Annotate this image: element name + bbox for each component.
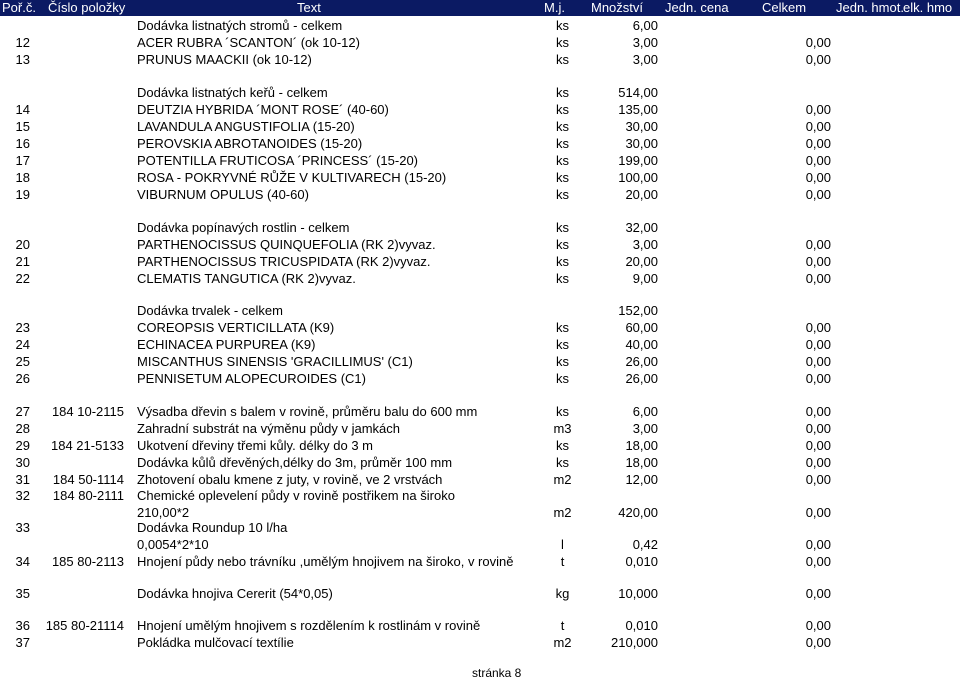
- cell-text: POTENTILLA FRUTICOSA ´PRINCESS´ (15-20): [137, 153, 419, 168]
- table-row: [0, 219, 960, 236]
- cell-text: Dodávka kůlů dřevěných,délky do 3m, průměr 100 mm: [137, 455, 453, 470]
- cell-text: Dodávka Roundup 10 l/ha: [137, 520, 288, 535]
- cell-por: 21: [15, 254, 30, 269]
- cell-celkem: 0,00: [805, 337, 831, 352]
- cell-text: Dodávka hnojiva Cererit (54*0,05): [137, 586, 333, 601]
- cell-mj: ks: [556, 271, 569, 286]
- col-header-celkem: Celkem: [762, 0, 807, 15]
- cell-por: 19: [15, 187, 30, 202]
- cell-por: 28: [15, 421, 30, 436]
- table-row: [0, 553, 960, 570]
- cell-mj: kg: [555, 586, 570, 601]
- cell-celkem: 0,00: [805, 153, 831, 168]
- cell-cislo: 184 10-2115: [51, 404, 124, 419]
- cell-mj: l: [561, 537, 564, 552]
- cell-text: Hnojení půdy nebo trávníku ,umělým hnojivem na široko, v rovině: [137, 554, 514, 569]
- table-row: [0, 302, 960, 319]
- cell-por: 13: [15, 52, 30, 67]
- cell-mj: m3: [553, 421, 572, 436]
- cell-celkem: 0,00: [805, 237, 831, 252]
- cell-por: 17: [15, 153, 30, 168]
- cell-mnoz: 12,00: [625, 472, 658, 487]
- cell-mj: t: [560, 554, 565, 569]
- cell-text: MISCANTHUS SINENSIS 'GRACILLIMUS' (C1): [137, 354, 413, 369]
- table-row: [0, 169, 960, 186]
- cell-celkem: 0,00: [805, 586, 831, 601]
- cell-text: COREOPSIS VERTICILLATA (K9): [137, 320, 335, 335]
- cell-mj: ks: [556, 18, 569, 33]
- table-row: [0, 51, 960, 68]
- cell-mnoz: 210,000: [611, 635, 658, 650]
- cell-text: Dodávka popínavých rostlin - celkem: [137, 220, 350, 235]
- cell-por: 15: [15, 119, 30, 134]
- table-row: [0, 319, 960, 336]
- cell-mnoz: 60,00: [625, 320, 658, 335]
- cell-mnoz: 199,00: [618, 153, 658, 168]
- cell-por: 35: [15, 586, 30, 601]
- cell-text: 0,0054*2*10: [137, 537, 209, 552]
- cell-mnoz: 26,00: [625, 354, 658, 369]
- cell-mj: ks: [556, 170, 569, 185]
- cell-mj: ks: [556, 220, 569, 235]
- cell-mj: ks: [556, 404, 569, 419]
- table-row: [0, 236, 960, 253]
- cell-celkem: 0,00: [805, 537, 831, 552]
- cell-celkem: 0,00: [805, 170, 831, 185]
- cell-celkem: 0,00: [805, 102, 831, 117]
- cell-por: 30: [15, 455, 30, 470]
- table-row: [0, 34, 960, 51]
- cell-text: Dodávka trvalek - celkem: [137, 303, 283, 318]
- col-header-text: Text: [297, 0, 321, 15]
- cell-celkem: 0,00: [805, 438, 831, 453]
- table-row: [0, 152, 960, 169]
- cell-celkem: 0,00: [805, 271, 831, 286]
- cell-text: Dodávka listnatých stromů - celkem: [137, 18, 343, 33]
- cell-mnoz: 20,00: [625, 254, 658, 269]
- cell-mj: ks: [556, 354, 569, 369]
- cell-celkem: 0,00: [805, 354, 831, 369]
- cell-text: Výsadba dřevin s balem v rovině, průměru balu do 600 mm: [137, 404, 478, 419]
- cell-celkem: 0,00: [805, 455, 831, 470]
- table-row: [0, 253, 960, 270]
- col-header-celk-hmot: elk. hmo: [903, 0, 953, 15]
- cell-celkem: 0,00: [805, 472, 831, 487]
- cell-por: 26: [15, 371, 30, 386]
- cell-celkem: 0,00: [805, 505, 831, 520]
- cell-text: PARTHENOCISSUS QUINQUEFOLIA (RK 2)vyvaz.: [137, 237, 436, 252]
- table-row: [0, 336, 960, 353]
- cell-mnoz: 0,42: [632, 537, 658, 552]
- table-row: [0, 84, 960, 101]
- cell-mnoz: 6,00: [632, 18, 658, 33]
- cell-text: Dodávka listnatých keřů - celkem: [137, 85, 328, 100]
- cell-celkem: 0,00: [805, 119, 831, 134]
- table-row: [0, 519, 960, 536]
- cell-text: Hnojení umělým hnojivem s rozdělením k rostlinám v rovině: [137, 618, 481, 633]
- cell-celkem: 0,00: [805, 136, 831, 151]
- table-row: [0, 471, 960, 488]
- cell-celkem: 0,00: [805, 320, 831, 335]
- cell-mnoz: 32,00: [625, 220, 658, 235]
- cell-por: 29: [15, 438, 30, 453]
- cell-text: PRUNUS MAACKII (ok 10-12): [137, 52, 312, 67]
- cell-por: 12: [15, 35, 30, 50]
- table-row: [0, 487, 960, 504]
- table-row: [0, 454, 960, 471]
- cell-por: 25: [15, 354, 30, 369]
- table-row: [0, 17, 960, 34]
- cell-text: Ukotvení dřeviny třemi kůly. délky do 3 m: [137, 438, 374, 453]
- table-row: [0, 118, 960, 135]
- cell-por: 20: [15, 237, 30, 252]
- cell-por: 27: [15, 404, 30, 419]
- cell-mnoz: 3,00: [632, 35, 658, 50]
- cell-mnoz: 30,00: [625, 119, 658, 134]
- cell-text: ROSA - POKRYVNÉ RŮŽE V KULTIVARECH (15-20): [137, 170, 447, 185]
- cell-mnoz: 3,00: [632, 237, 658, 252]
- cell-mnoz: 3,00: [632, 52, 658, 67]
- cell-text: Zahradní substrát na výměnu půdy v jamkách: [137, 421, 401, 436]
- cell-por: 14: [15, 102, 30, 117]
- cell-mj: ks: [556, 337, 569, 352]
- cell-por: 23: [15, 320, 30, 335]
- table-row: [0, 101, 960, 118]
- table-row: [0, 617, 960, 634]
- cell-text: Pokládka mulčovací textílie: [137, 635, 294, 650]
- cell-mj: ks: [556, 35, 569, 50]
- cell-por: 18: [15, 170, 30, 185]
- cell-mnoz: 0,010: [625, 554, 658, 569]
- page-number: stránka 8: [472, 666, 522, 680]
- cell-mnoz: 20,00: [625, 187, 658, 202]
- cell-mnoz: 100,00: [618, 170, 658, 185]
- cell-celkem: 0,00: [805, 404, 831, 419]
- cell-mnoz: 135,00: [618, 102, 658, 117]
- cell-cislo: 184 50-1114: [52, 472, 124, 487]
- table-row: [0, 634, 960, 651]
- table-row: [0, 135, 960, 152]
- cell-cislo: 184 80-2111: [52, 488, 124, 503]
- cell-mj: ks: [556, 102, 569, 117]
- cell-text: Chemické oplevelení půdy v rovině postřikem na široko: [137, 488, 455, 503]
- table-row: [0, 270, 960, 287]
- cell-mnoz: 3,00: [632, 421, 658, 436]
- col-header-jedn-hmot: Jedn. hmot.: [836, 0, 904, 15]
- cell-mnoz: 0,010: [625, 618, 658, 633]
- cell-celkem: 0,00: [805, 421, 831, 436]
- cell-text: Zhotovení obalu kmene z juty, v rovině, ve 2 vrstvách: [137, 472, 443, 487]
- cell-por: 37: [15, 635, 30, 650]
- cell-text: LAVANDULA ANGUSTIFOLIA (15-20): [137, 119, 355, 134]
- cell-mj: ks: [556, 136, 569, 151]
- cell-mj: ks: [556, 438, 569, 453]
- cell-mj: ks: [556, 320, 569, 335]
- cell-celkem: 0,00: [805, 554, 831, 569]
- cell-por: 34: [15, 554, 30, 569]
- table-row: [0, 585, 960, 602]
- cell-celkem: 0,00: [805, 52, 831, 67]
- cell-por: 22: [15, 271, 30, 286]
- cell-mnoz: 9,00: [632, 271, 658, 286]
- cell-mj: ks: [556, 119, 569, 134]
- cell-mj: m2: [553, 472, 572, 487]
- cell-mj: ks: [556, 237, 569, 252]
- table-row: [0, 536, 960, 553]
- table-row: [0, 186, 960, 203]
- cell-text: 210,00*2: [137, 505, 190, 520]
- cell-por: 24: [15, 337, 30, 352]
- col-header-cislo: Číslo položky: [48, 0, 126, 15]
- table-row: [0, 403, 960, 420]
- cell-mj: ks: [556, 187, 569, 202]
- cell-celkem: 0,00: [805, 635, 831, 650]
- cell-mj: m2: [553, 505, 572, 520]
- col-header-mnozstvi: Množství: [591, 0, 644, 15]
- table-row: [0, 370, 960, 387]
- cell-text: PENNISETUM ALOPECUROIDES (C1): [137, 371, 366, 386]
- cell-mnoz: 30,00: [625, 136, 658, 151]
- cell-text: CLEMATIS TANGUTICA (RK 2)vyvaz.: [137, 271, 356, 286]
- table-row: [0, 437, 960, 454]
- col-header-jedn-cena: Jedn. cena: [665, 0, 729, 15]
- cell-mj: t: [560, 618, 565, 633]
- table-row: [0, 420, 960, 437]
- cell-cislo: 185 80-2113: [51, 554, 124, 569]
- cell-celkem: 0,00: [805, 35, 831, 50]
- cell-mj: m2: [553, 635, 572, 650]
- cell-celkem: 0,00: [805, 371, 831, 386]
- cell-cislo: 184 21-5133: [50, 438, 124, 453]
- cell-mnoz: 10,000: [618, 586, 658, 601]
- cell-celkem: 0,00: [805, 187, 831, 202]
- cell-text: ECHINACEA PURPUREA (K9): [137, 337, 316, 352]
- cell-por: 32: [15, 488, 30, 503]
- cell-mj: ks: [556, 455, 569, 470]
- cell-text: PARTHENOCISSUS TRICUSPIDATA (RK 2)vyvaz.: [137, 254, 431, 269]
- cell-celkem: 0,00: [805, 618, 831, 633]
- cell-text: DEUTZIA HYBRIDA ´MONT ROSE´ (40-60): [137, 102, 389, 117]
- cell-por: 36: [15, 618, 30, 633]
- cell-mj: ks: [556, 153, 569, 168]
- cell-cislo: 185 80-21114: [45, 618, 124, 633]
- cell-mj: ks: [556, 371, 569, 386]
- col-header-mj: M.j.: [544, 0, 565, 15]
- cell-mnoz: 514,00: [618, 85, 658, 100]
- cell-mnoz: 6,00: [632, 404, 658, 419]
- cell-text: VIBURNUM OPULUS (40-60): [137, 187, 309, 202]
- cell-mj: ks: [556, 254, 569, 269]
- cell-por: 16: [15, 136, 30, 151]
- cell-por: 33: [15, 520, 30, 535]
- cell-text: ACER RUBRA ´SCANTON´ (ok 10-12): [137, 35, 360, 50]
- cell-mj: ks: [556, 85, 569, 100]
- cell-por: 31: [15, 472, 30, 487]
- cell-mnoz: 420,00: [618, 505, 658, 520]
- cell-text: PEROVSKIA ABROTANOIDES (15-20): [137, 136, 363, 151]
- col-header-por: Poř.č.: [2, 0, 36, 15]
- cell-mnoz: 18,00: [625, 438, 658, 453]
- table-row: [0, 353, 960, 370]
- cell-mnoz: 26,00: [625, 371, 658, 386]
- cell-celkem: 0,00: [805, 254, 831, 269]
- cell-mnoz: 18,00: [625, 455, 658, 470]
- cell-mnoz: 40,00: [625, 337, 658, 352]
- cell-mj: ks: [556, 52, 569, 67]
- cell-mnoz: 152,00: [618, 303, 658, 318]
